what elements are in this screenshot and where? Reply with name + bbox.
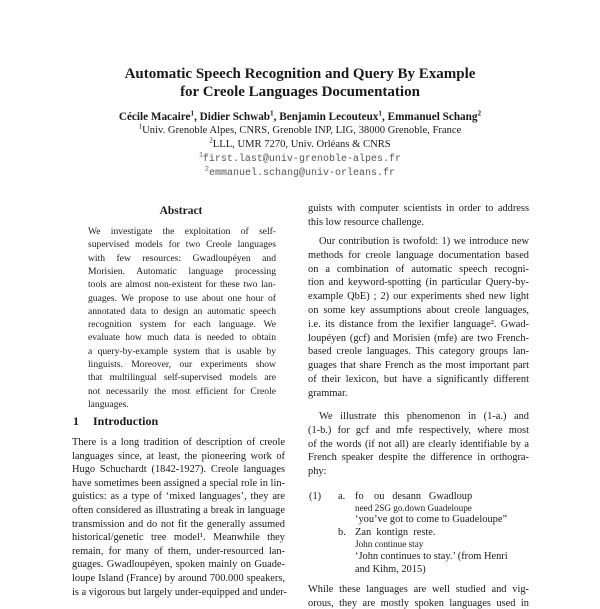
example-a-translation: ‘you’ve got to come to Guadeloupe”: [355, 514, 508, 525]
text-line: based creole languages. This category groups lan-: [308, 346, 529, 358]
text-line: i.e. its distance from the lexifier language². Gwad-: [308, 318, 529, 330]
text-line: example QbE) ; 2) our experiments shed new light: [308, 291, 529, 303]
section-heading-introduction: [73, 414, 158, 429]
author: Cécile Macaire$^1$,: [118, 109, 200, 123]
text-line: supervised models for two Creole languages: [88, 239, 276, 251]
example-a-label: a.: [338, 491, 346, 502]
example-b-extra: and Kihm, 2015): [355, 564, 426, 575]
text-line: methods for creole language documentation based: [308, 249, 529, 261]
text-line: Morisien. Automatic language processing: [88, 265, 276, 277]
text-line: remain, for many of them, under-resourced lan-: [72, 545, 285, 557]
text-line: linguists. Moreover, our experiments show: [88, 359, 276, 370]
text-line: on some key assumptions about creole languages,: [308, 305, 529, 316]
text-line: evaluate how much data is needed to obtain: [88, 332, 276, 344]
text-line: often considered as illustrating a break in language: [72, 505, 285, 516]
text-line: not necessarily the most efficient for Creole: [88, 385, 276, 397]
abstract-heading: Abstract: [159, 205, 203, 217]
text-line: guages. Gwadloupéyen, spoken mainly on Guade-: [72, 559, 285, 571]
example-b-label: b.: [338, 527, 346, 538]
text-line: loupe Island (France) by around 700.000 speakers,: [72, 573, 285, 584]
text-line: guages that share French as the most important part: [308, 360, 529, 372]
text-line: a query-by-example system that is usable by: [88, 345, 276, 357]
text-line: recognition system for each language. We: [88, 319, 276, 331]
email-2: $^2$emmanuel.schang@univ-orleans.fr: [205, 165, 395, 179]
text-line: have sometimes been assigned a special role in lin-: [72, 477, 285, 489]
text-line: We illustrate this phenomenon in (1-a.) and: [319, 411, 529, 422]
author: Emmanuel Schang$^2$: [387, 109, 482, 123]
text-line: guages. We propose to use about one hour of: [88, 292, 276, 304]
text-line: tion and keyword-spotting (in particular Query-by-: [308, 277, 529, 289]
author-list: [0, 111, 600, 123]
example-b-translation: ‘John continues to stay.’ (from Henri: [355, 551, 508, 562]
text-line: Our contribution is twofold: 1) we introduce new: [319, 236, 529, 247]
text-line: loupéyen (gcf) and Morisien (mfe) are two French-: [308, 332, 529, 344]
author: Benjamin Lecouteux$^1$,: [279, 109, 388, 123]
affiliation-1: $^1$Univ. Grenoble Alpes, CNRS, Grenoble INP, LIG, 38000 Grenoble, France: [138, 123, 462, 136]
section-number: 1: [73, 414, 79, 428]
text-line: grammar.: [308, 387, 348, 399]
example-a-source: fo ou desann Gwadloup: [355, 491, 473, 502]
text-line: transmission and do not fit the generally assumed: [72, 518, 285, 530]
text-line: tools are almost non-existent for these two lan-: [88, 279, 276, 291]
text-line: (1-b.) for gcf and mfe respectively, where most: [308, 424, 529, 436]
example-a-gloss: need 2SG go.down Guadeloupe: [355, 503, 472, 513]
section-title: Introduction: [93, 414, 159, 428]
paper-title-line-2: for Creole Languages Documentation: [180, 84, 420, 100]
text-line: While these languages are well studied and vig-: [308, 584, 529, 595]
affiliation-2: $^2$LLL, UMR 7270, Univ. Orléans & CNRS: [209, 137, 391, 150]
email-1: $^1$first.last@univ-grenoble-alpes.fr: [199, 151, 401, 165]
text-line: guists with computer scientists in order to address: [308, 203, 529, 214]
text-line: French speaker despite the difference in orthogra-: [308, 452, 529, 464]
text-line: guistics: as a type of ‘mixed languages’, they are: [72, 491, 285, 503]
text-line: with few resources: Gwadloupéyen and: [88, 252, 276, 264]
text-line: that multilingual self-supervised models are: [88, 372, 276, 384]
text-line: annotated data to design an automatic speech: [88, 305, 276, 317]
text-line: historical/genetic tree model¹. Meanwhile they: [72, 532, 285, 544]
text-line: is a vigorous but largely under-equipped and under-: [72, 586, 287, 598]
text-line: Hugo Schuchardt (1842-1927). Creole languages: [72, 464, 285, 476]
text-line: on a combination of automatic speech recogni-: [308, 263, 529, 275]
example-number: (1): [309, 491, 322, 502]
example-b-gloss: John continue stay: [355, 539, 424, 549]
text-line: languages since, at least, the pioneering work of: [72, 450, 285, 462]
text-line: of their lexicon, but have a significantly different: [308, 374, 529, 385]
author: Didier Schwab$^1$,: [199, 109, 280, 123]
text-line: orous, they are mostly spoken languages used in: [308, 597, 529, 609]
paper-title-line-1: Automatic Speech Recognition and Query By Example: [124, 66, 476, 82]
text-line: this low resource challenge.: [308, 216, 424, 228]
example-b-source: Zan kontign reste.: [355, 527, 436, 538]
text-line: of the words (if not all) are clearly identifiable by a: [308, 438, 529, 450]
text-line: phy:: [308, 466, 327, 478]
text-line: There is a long tradition of description of creole: [72, 437, 285, 448]
text-line: We investigate the exploitation of self-: [88, 226, 276, 237]
text-line: languages.: [88, 398, 129, 410]
